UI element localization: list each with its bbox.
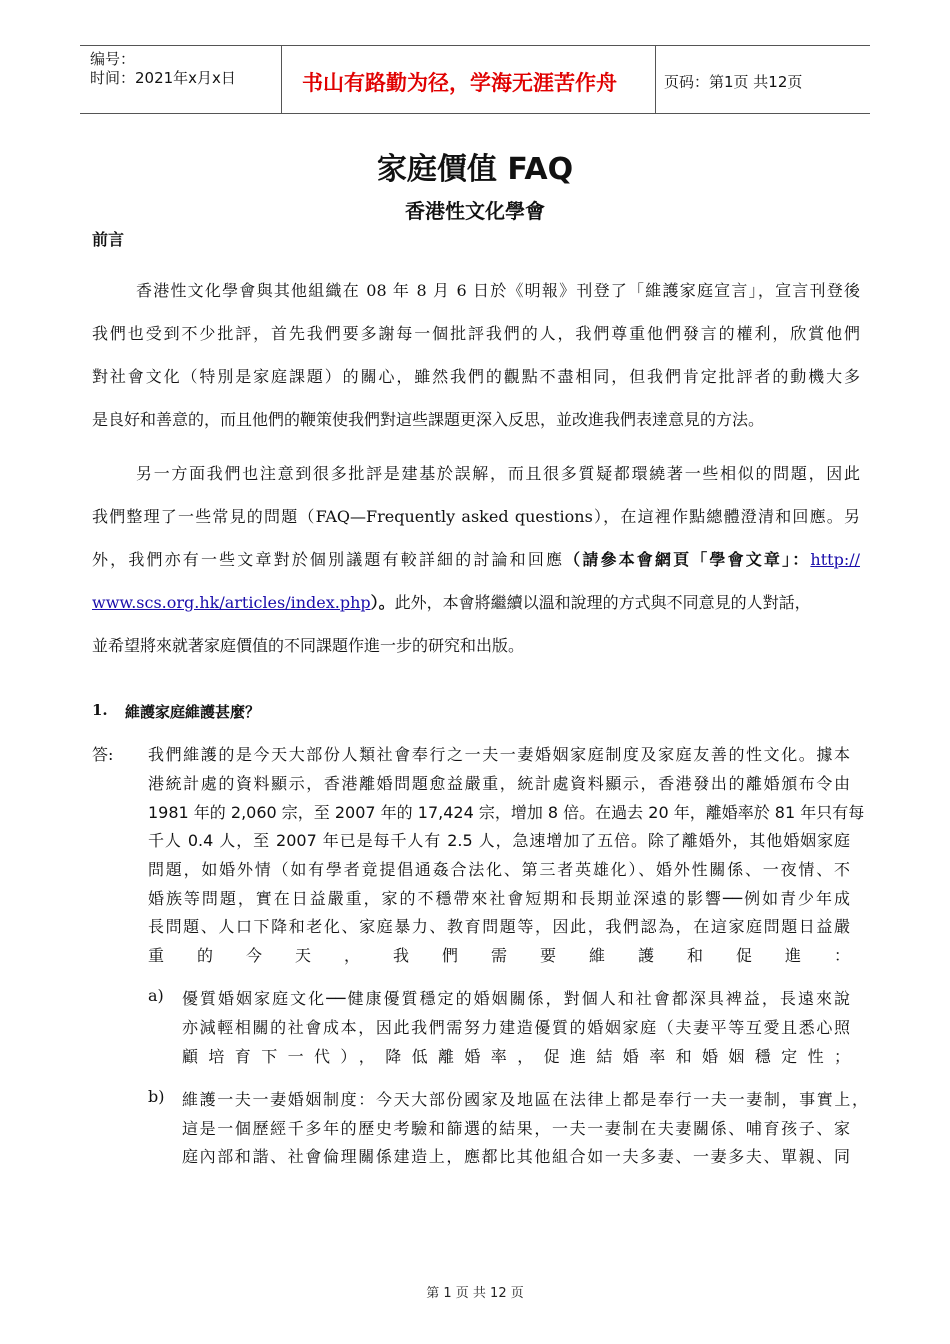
answer-line: 婚族等問題，實在日益嚴重，家的不穩帶來社會短期和長期並深遠的影響──例如青少年成: [148, 889, 850, 908]
paragraph-text: 此外，本會將繼續以溫和說理的方式與不同意見的人對話，: [394, 593, 811, 612]
paragraph-line: 並希望將來就著家庭價值的不同課題作進一步的研究和出版。: [92, 636, 525, 655]
articles-link[interactable]: www.scs.org.hk/articles/index.php: [92, 593, 371, 612]
answer-line: 長問題、人口下降和老化、家庭暴力、教育問題等，因此，我們認為，在這家庭問題日益嚴: [148, 917, 850, 936]
answer-line: 港統計處的資料顯示，香港離婚問題愈益嚴重，統計處資料顯示，香港發出的離婚頒布令由: [148, 774, 850, 793]
paragraph-bold-text: ）。: [370, 593, 395, 612]
header-divider: [655, 45, 656, 113]
articles-link[interactable]: http://: [810, 550, 860, 569]
answer-line: 我們維護的是今天大部份人類社會奉行之一夫一妻婚姻家庭制度及家庭友善的性文化。據本: [148, 745, 850, 764]
answer-line: 問題，如婚外情（如有學者竟提倡通姦合法化、第三者英雄化）、婚外性關係、一夜情、不: [148, 860, 850, 879]
paragraph-line: 香港性文化學會與其他組織在 08 年 8 月 6 日於《明報》刊登了「維護家庭宣言」，宣言刊登後: [136, 281, 860, 300]
header-page-info: 页码：第1页 共12页: [664, 73, 803, 91]
paragraph-line: 是良好和善意的，而且他們的鞭策使我們對這些課題更深入反思，並改進我們表達意見的方法。: [92, 410, 765, 429]
answer-line: 1981 年的 2,060 宗，至 2007 年的 17,424 宗，增加 8 倍。在過去 20 年，離婚率於 81 年只有每: [148, 803, 865, 822]
list-item-line: 顧培育下一代），降低離婚率，促進結婚率和婚姻穩定性；: [182, 1047, 850, 1066]
question-text: 維護家庭維護甚麼？: [125, 703, 261, 721]
header-top-border: [80, 45, 870, 46]
document-title: 家庭價值 FAQ: [376, 152, 574, 187]
list-item-line: 維護一夫一妻婚姻制度：今天大部份國家及地區在法律上都是奉行一夫一妻制，事實上，: [182, 1090, 868, 1109]
paragraph-line: 我們也受到不少批評，首先我們要多謝每一個批評我們的人，我們尊重他們發言的權利，欣賞他們: [92, 324, 860, 343]
question-number: 1.: [92, 701, 108, 719]
answer-line: 重的今天，我們需要維護和促進：: [148, 946, 850, 965]
paragraph-line: 對社會文化（特別是家庭課題）的關心，雖然我們的觀點不盡相同，但我們肯定批評者的動機大多: [92, 367, 860, 386]
document-subtitle: 香港性文化學會: [405, 199, 545, 223]
document-date: 时间：2021年x月x日: [90, 69, 236, 87]
preface-heading: 前言: [92, 230, 125, 249]
list-item-line: 庭內部和諧、社會倫理關係建造上，應都比其他組合如一夫多妻、一妻多夫、單親、同: [182, 1147, 850, 1166]
list-item-label: b): [148, 1087, 165, 1106]
header-bottom-border: [80, 113, 870, 114]
list-item-line: 優質婚姻家庭文化──健康優質穩定的婚姻關係，對個人和社會都深具裨益，長遠來說: [182, 989, 850, 1008]
document-number-label: 编号：: [90, 50, 136, 68]
answer-label: 答:: [92, 745, 114, 764]
paragraph-line: [92, 547, 860, 570]
paragraph-line: 另一方面我們也注意到很多批評是建基於誤解，而且很多質疑都環繞著一些相似的問題，因此: [136, 464, 860, 483]
header-divider: [281, 45, 282, 113]
list-item-line: 亦減輕相關的社會成本，因此我們需努力建造優質的婚姻家庭（夫妻平等互愛且悉心照: [182, 1018, 850, 1037]
header-motto: 书山有路勤为径，学海无涯苦作舟: [302, 71, 617, 95]
list-item-line: 這是一個歷經千多年的歷史考驗和篩選的結果，一夫一妻制在夫妻關係、哺育孩子、家: [182, 1119, 850, 1138]
paragraph-line: [92, 590, 860, 613]
page-footer: 第 1 页 共 12 页: [426, 1286, 524, 1301]
answer-line: 千人 0.4 人，至 2007 年已是每千人有 2.5 人，急速增加了五倍。除了離婚外，其他婚姻家庭: [148, 831, 850, 850]
list-item-label: a): [148, 986, 164, 1005]
paragraph-line: 我們整理了一些常見的問題（FAQ—Frequently asked questions），在這裡作點總體澄清和回應。另: [92, 507, 860, 526]
paragraph-bold-text: （請參本會網頁「學會文章」：: [564, 550, 811, 569]
paragraph-text: 外，我們亦有一些文章對於個別議題有較詳細的討論和回應: [92, 550, 565, 569]
